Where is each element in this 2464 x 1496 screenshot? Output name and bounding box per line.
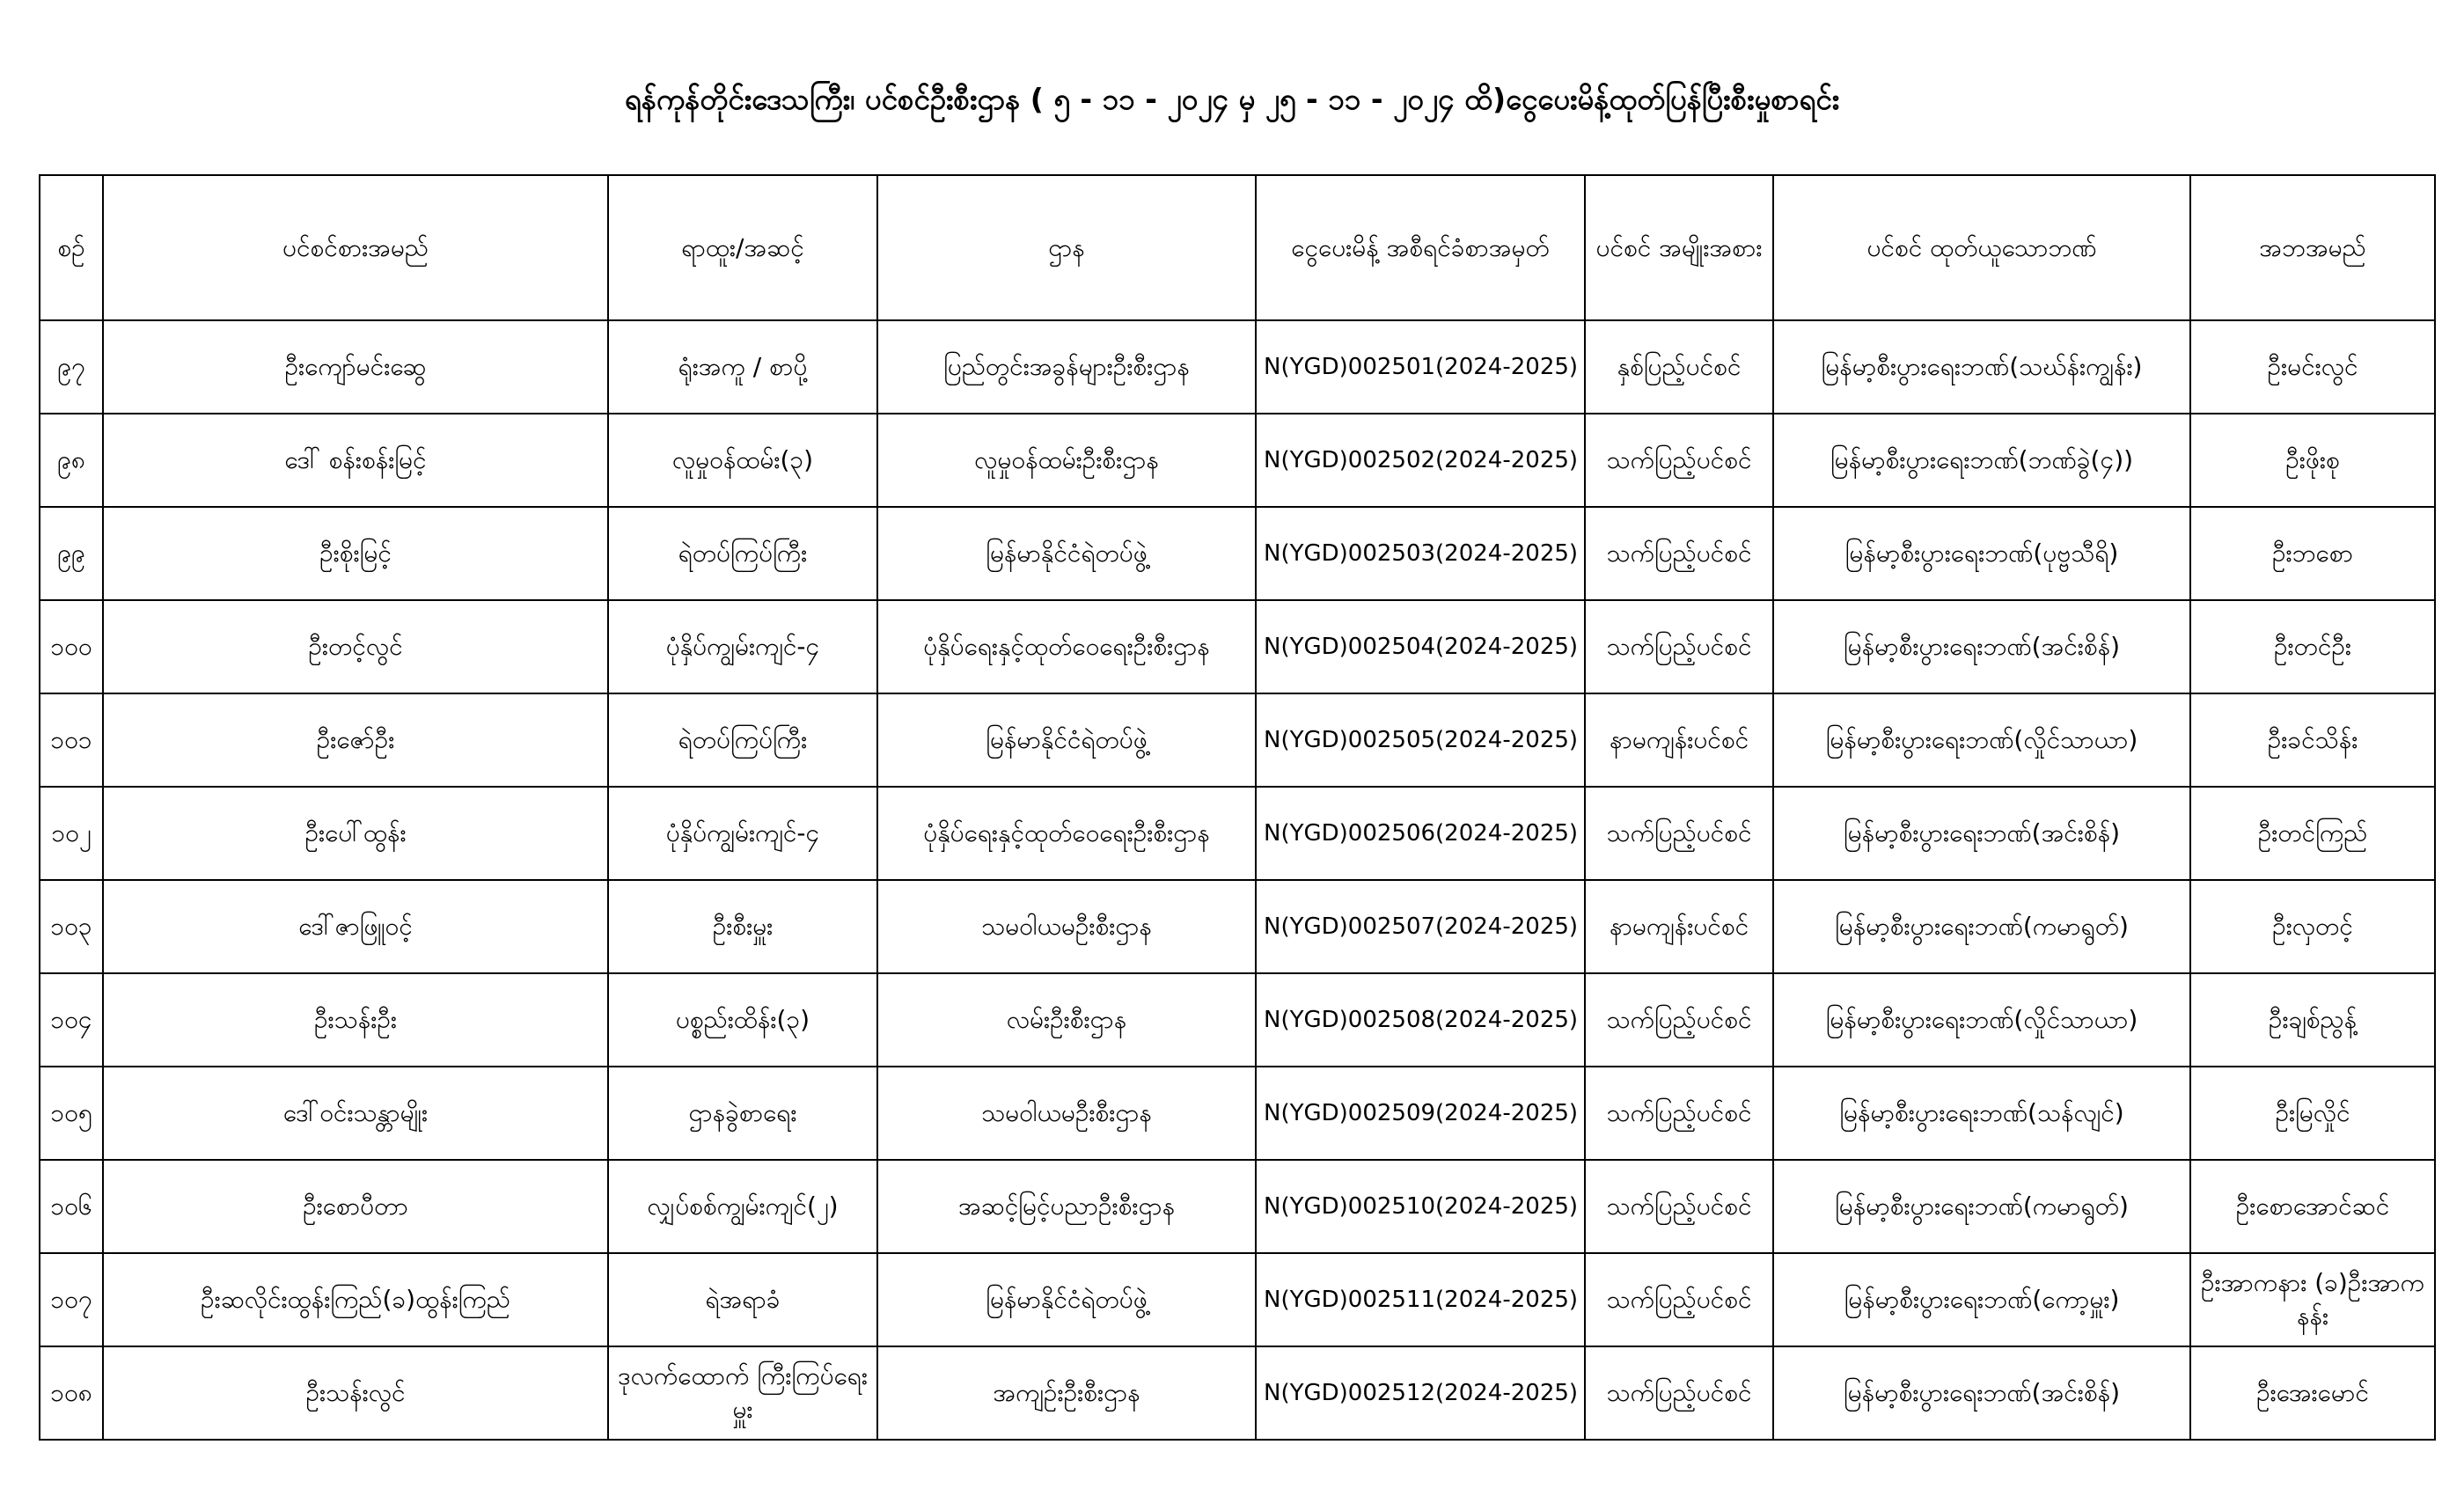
header-row [40, 175, 2435, 320]
cell-no: ၁၀၃ [40, 880, 103, 973]
cell-type: သက်ပြည့်ပင်စင် [1585, 1346, 1773, 1440]
cell-no: ၉၉ [40, 507, 103, 600]
cell-type: သက်ပြည့်ပင်စင် [1585, 973, 1773, 1067]
cell-rank: ရဲတပ်ကြပ်ကြီး [608, 507, 877, 600]
cell-dept: မြန်မာနိုင်ငံရဲတပ်ဖွဲ့ [877, 507, 1256, 600]
header-rank: ရာထူး/အဆင့် [608, 175, 877, 320]
cell-cert: N(YGD)002501(2024-2025) [1256, 320, 1585, 414]
cell-rank: ပစ္စည်းထိန်း(၃) [608, 973, 877, 1067]
table-row [40, 787, 2435, 880]
cell-type: နာမကျန်းပင်စင် [1585, 693, 1773, 787]
header-fund: ပင်စင် ထုတ်ယူသောဘဏ် [1773, 175, 2190, 320]
cell-type: သက်ပြည့်ပင်စင် [1585, 1067, 1773, 1160]
cell-type: နာမကျန်းပင်စင် [1585, 880, 1773, 973]
cell-fund: မြန်မာ့စီးပွားရေးဘဏ်(အင်းစိန်) [1773, 600, 2190, 693]
cell-no: ၁၀၁ [40, 693, 103, 787]
cell-name: ဦးတင့်လွင် [103, 600, 608, 693]
cell-dept: ပုံနှိပ်ရေးနှင့်ထုတ်ဝေရေးဦးစီးဌာန [877, 787, 1256, 880]
cell-father: ဦးလှတင့် [2190, 880, 2435, 973]
cell-rank: ပုံနှိပ်ကျွမ်းကျင်-၄ [608, 600, 877, 693]
cell-name: ဦးပေါ်ထွန်း [103, 787, 608, 880]
cell-dept: ပုံနှိပ်ရေးနှင့်ထုတ်ဝေရေးဦးစီးဌာန [877, 600, 1256, 693]
cell-dept: အဆင့်မြင့်ပညာဦးစီးဌာန [877, 1160, 1256, 1253]
cell-rank: ရဲတပ်ကြပ်ကြီး [608, 693, 877, 787]
cell-type: သက်ပြည့်ပင်စင် [1585, 787, 1773, 880]
cell-cert: N(YGD)002509(2024-2025) [1256, 1067, 1585, 1160]
cell-fund: မြန်မာ့စီးပွားရေးဘဏ်(အင်းစိန်) [1773, 1346, 2190, 1440]
cell-name: ဦးဇော်ဦး [103, 693, 608, 787]
cell-name: ဦးသန်းလွင် [103, 1346, 608, 1440]
table-row [40, 507, 2435, 600]
cell-father: ဦးခင်သိန်း [2190, 693, 2435, 787]
cell-father: ဦးဘစော [2190, 507, 2435, 600]
cell-type: သက်ပြည့်ပင်စင် [1585, 1160, 1773, 1253]
cell-fund: မြန်မာ့စီးပွားရေးဘဏ်(သဃ်န်းကျွန်း) [1773, 320, 2190, 414]
cell-rank: ရုံးအကူ / စာပို့ [608, 320, 877, 414]
cell-fund: မြန်မာ့စီးပွားရေးဘဏ်(ကော့မှူး) [1773, 1253, 2190, 1346]
cell-dept: သမဝါယမဦးစီးဌာန [877, 880, 1256, 973]
cell-rank: ဌာနခွဲစာရေး [608, 1067, 877, 1160]
cell-type: သက်ပြည့်ပင်စင် [1585, 1253, 1773, 1346]
cell-no: ၁၀၂ [40, 787, 103, 880]
cell-no: ၉၇ [40, 320, 103, 414]
cell-cert: N(YGD)002508(2024-2025) [1256, 973, 1585, 1067]
cell-rank: ရဲအရာခံ [608, 1253, 877, 1346]
cell-dept: မြန်မာနိုင်ငံရဲတပ်ဖွဲ့ [877, 1253, 1256, 1346]
cell-cert: N(YGD)002503(2024-2025) [1256, 507, 1585, 600]
cell-father: ဦးအာကနား (ခ)ဦးအာကနန်း [2190, 1253, 2435, 1346]
cell-cert: N(YGD)002506(2024-2025) [1256, 787, 1585, 880]
cell-father: ဦးမြလှိုင် [2190, 1067, 2435, 1160]
cell-fund: မြန်မာ့စီးပွားရေးဘဏ်(ပုဗ္ဗသီရိ) [1773, 507, 2190, 600]
cell-rank: လူမှုဝန်ထမ်း(၃) [608, 414, 877, 507]
cell-father: ဦးစောအောင်ဆင် [2190, 1160, 2435, 1253]
cell-rank: ဒုလက်ထောက် ကြီးကြပ်ရေးမှူး [608, 1346, 877, 1440]
header-name: ပင်စင်စားအမည် [103, 175, 608, 320]
cell-type: သက်ပြည့်ပင်စင် [1585, 507, 1773, 600]
cell-dept: လူမှုဝန်ထမ်းဦးစီးဌာန [877, 414, 1256, 507]
cell-cert: N(YGD)002511(2024-2025) [1256, 1253, 1585, 1346]
cell-father: ဦးမင်းလွင် [2190, 320, 2435, 414]
cell-fund: မြန်မာ့စီးပွားရေးဘဏ်(လှိုင်သာယာ) [1773, 973, 2190, 1067]
cell-father: ဦးတင်ကြည် [2190, 787, 2435, 880]
cell-dept: မြန်မာနိုင်ငံရဲတပ်ဖွဲ့ [877, 693, 1256, 787]
cell-cert: N(YGD)002502(2024-2025) [1256, 414, 1585, 507]
cell-no: ၁၀၄ [40, 973, 103, 1067]
cell-type: သက်ပြည့်ပင်စင် [1585, 600, 1773, 693]
cell-cert: N(YGD)002505(2024-2025) [1256, 693, 1585, 787]
cell-no: ၁၀၈ [40, 1346, 103, 1440]
cell-name: ဦးစောပီတာ [103, 1160, 608, 1253]
cell-father: ဦးဖိုးစု [2190, 414, 2435, 507]
table-row [40, 1160, 2435, 1253]
header-father: အဘအမည် [2190, 175, 2435, 320]
cell-cert: N(YGD)002510(2024-2025) [1256, 1160, 1585, 1253]
table-row [40, 320, 2435, 414]
cell-no: ၁၀၀ [40, 600, 103, 693]
cell-rank: လျှပ်စစ်ကျွမ်းကျင်(၂) [608, 1160, 877, 1253]
cell-no: ၁၀၆ [40, 1160, 103, 1253]
cell-type: သက်ပြည့်ပင်စင် [1585, 414, 1773, 507]
page-title: ရန်ကုန်တိုင်းဒေသကြီး၊ ပင်စင်ဦးစီးဌာန ( ၅ - ၁၁ - ၂၀၂၄ မှ ၂၅ - ၁၁ - ၂၀၂၄ ထိ)ငွေပေးမိန့်ထုတ်ပြန်ပြီးစီးမှုစာရင်း [624, 82, 1840, 116]
cell-cert: N(YGD)002507(2024-2025) [1256, 880, 1585, 973]
table-row [40, 880, 2435, 973]
cell-name: ဒေါ်ဇာဖြူဝင့် [103, 880, 608, 973]
cell-name: ဦးစိုးမြင့် [103, 507, 608, 600]
cell-no: ၉၈ [40, 414, 103, 507]
table-row [40, 973, 2435, 1067]
cell-name: ဦးကျော်မင်းဆွေ [103, 320, 608, 414]
cell-dept: သမဝါယမဦးစီးဌာန [877, 1067, 1256, 1160]
cell-fund: မြန်မာ့စီးပွားရေးဘဏ်(လှိုင်သာယာ) [1773, 693, 2190, 787]
cell-rank: ပုံနှိပ်ကျွမ်းကျင်-၄ [608, 787, 877, 880]
header-cert: ငွေပေးမိန့် အစီရင်ခံစာအမှတ် [1256, 175, 1585, 320]
header-type: ပင်စင် အမျိုးအစား [1585, 175, 1773, 320]
cell-name: ဦးသန်းဦး [103, 973, 608, 1067]
header-dept: ဌာန [877, 175, 1256, 320]
table-row [40, 600, 2435, 693]
table-row [40, 1253, 2435, 1346]
cell-type: နှစ်ပြည့်ပင်စင် [1585, 320, 1773, 414]
cell-father: ဦးတင်ဦး [2190, 600, 2435, 693]
cell-rank: ဦးစီးမှူး [608, 880, 877, 973]
cell-cert: N(YGD)002512(2024-2025) [1256, 1346, 1585, 1440]
cell-dept: ပြည်တွင်းအခွန်များဦးစီးဌာန [877, 320, 1256, 414]
pension-table [39, 174, 2436, 1441]
table-row [40, 1067, 2435, 1160]
cell-cert: N(YGD)002504(2024-2025) [1256, 600, 1585, 693]
cell-fund: မြန်မာ့စီးပွားရေးဘဏ်(ဘဏ်ခွဲ(၄)) [1773, 414, 2190, 507]
cell-no: ၁၀၇ [40, 1253, 103, 1346]
header-no: စဉ် [40, 175, 103, 320]
cell-fund: မြန်မာ့စီးပွားရေးဘဏ်(ကမာရွတ်) [1773, 1160, 2190, 1253]
cell-name: ဒေါ် စန်းစန်းမြင့် [103, 414, 608, 507]
table-row [40, 414, 2435, 507]
cell-fund: မြန်မာ့စီးပွားရေးဘဏ်(ကမာရွတ်) [1773, 880, 2190, 973]
cell-no: ၁၀၅ [40, 1067, 103, 1160]
cell-fund: မြန်မာ့စီးပွားရေးဘဏ်(သန်လျင်) [1773, 1067, 2190, 1160]
cell-father: ဦးအေးမောင် [2190, 1346, 2435, 1440]
table-row [40, 1346, 2435, 1440]
cell-fund: မြန်မာ့စီးပွားရေးဘဏ်(အင်းစိန်) [1773, 787, 2190, 880]
cell-dept: လမ်းဦးစီးဌာန [877, 973, 1256, 1067]
table-row [40, 693, 2435, 787]
cell-name: ဒေါ်ဝင်းသန္တာမျိုး [103, 1067, 608, 1160]
cell-father: ဦးချစ်ညွန့် [2190, 973, 2435, 1067]
cell-dept: အကျဉ်းဦးစီးဌာန [877, 1346, 1256, 1440]
cell-name: ဦးဆလိုင်းထွန်းကြည်(ခ)ထွန်းကြည် [103, 1253, 608, 1346]
